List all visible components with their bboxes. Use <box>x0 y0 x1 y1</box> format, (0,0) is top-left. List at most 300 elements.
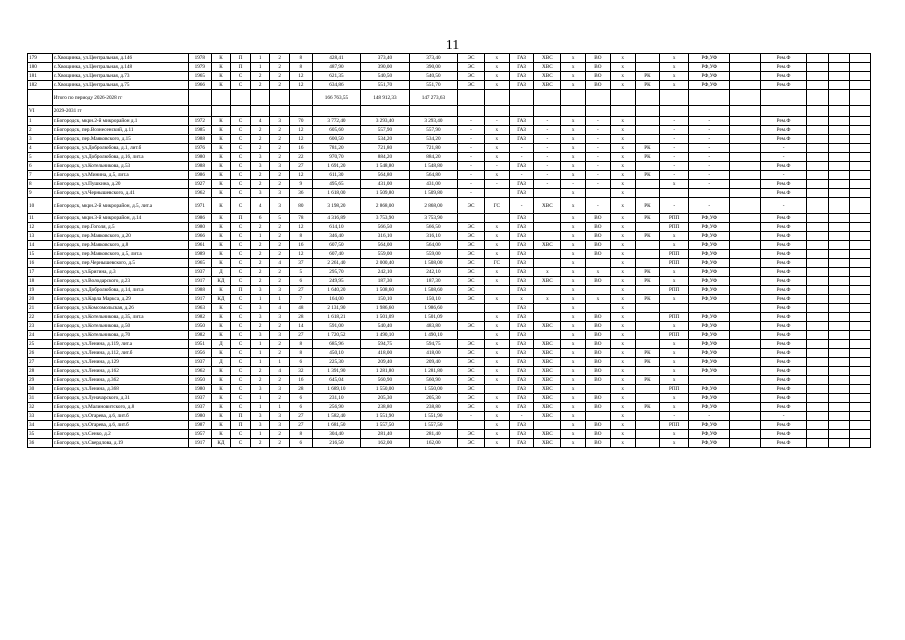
cell-roof: х <box>660 180 689 189</box>
cell-repair: Рем.Ф <box>761 376 806 385</box>
cell-repair: Рем.Ф <box>761 385 806 394</box>
cell-floors: 3 <box>250 313 270 322</box>
cell-emergency <box>635 223 660 232</box>
cell-gas: ГАЗ <box>509 232 534 241</box>
cell-cws: х <box>561 304 586 313</box>
cell-category: С <box>231 259 251 268</box>
cell-empty <box>829 241 850 250</box>
cell-gas: ГАЗ <box>509 403 534 412</box>
cell-area_tech: 2 868,00 <box>409 198 457 214</box>
cell-area_living: 1 501,09 <box>361 313 409 322</box>
cell-repair: Рем.Ф <box>761 223 806 232</box>
table-row <box>28 358 871 367</box>
cell-repair: Рем.Ф <box>761 135 806 144</box>
cell-category: С <box>231 72 251 81</box>
cell-lift: - <box>689 412 730 421</box>
table-row <box>28 63 871 72</box>
cell-empty <box>806 331 829 340</box>
cell-category: П <box>231 214 251 223</box>
cell-hotwater: - <box>484 117 509 126</box>
cell-area_tech: 721,80 <box>409 144 457 153</box>
cell-address: Итого по периоду 2026-2028 гг <box>52 90 188 106</box>
cell-no: 1 <box>28 117 53 126</box>
cell-supply: х <box>610 367 635 376</box>
cell-empty <box>829 250 850 259</box>
cell-roof: х <box>660 268 689 277</box>
cell-supply: х <box>610 439 635 448</box>
cell-sections: 1 <box>270 295 290 304</box>
cell-area_tech: 540,50 <box>409 72 457 81</box>
cell-area_total: 295,70 <box>312 268 360 277</box>
cell-area_total: 231,10 <box>312 394 360 403</box>
cell-hws <box>534 232 561 241</box>
cell-area_total: 1 691,20 <box>312 162 360 171</box>
cell-floors: 1 <box>250 403 270 412</box>
cell-area_total: 1 582,40 <box>312 412 360 421</box>
cell-material: К <box>211 144 231 153</box>
cell-roof: х <box>660 63 689 72</box>
cell-repair: Рем.Ф <box>761 268 806 277</box>
cell-year: 1937 <box>188 268 211 277</box>
cell-sections: 2 <box>270 63 290 72</box>
cell-category: С <box>231 223 251 232</box>
cell-apartments: 7 <box>290 295 313 304</box>
cell-roof: х <box>660 277 689 286</box>
cell-repair: Рем.Ф <box>761 126 806 135</box>
cell-address: г.Богородск, ул.Ленина, д.362 <box>52 376 188 385</box>
cell-hotwater: х <box>484 412 509 421</box>
cell-lift: РФ,УФ <box>689 72 730 81</box>
cell-heating: - <box>458 180 485 189</box>
cell-area_tech: 1 550,00 <box>409 385 457 394</box>
table-row <box>28 250 871 259</box>
cell-category: С <box>231 135 251 144</box>
cell-cws: х <box>561 198 586 214</box>
cell-hotwater: ГС <box>484 259 509 268</box>
cell-no: 29 <box>28 376 53 385</box>
cell-supply: х <box>610 144 635 153</box>
cell-empty <box>850 198 871 214</box>
cell-repair: Рем.Ф <box>761 304 806 313</box>
cell-material: К <box>211 153 231 162</box>
cell-cws: х <box>561 81 586 90</box>
cell-no: 19 <box>28 286 53 295</box>
cell-hws: ХВС <box>534 63 561 72</box>
cell-lift: РФ,УФ <box>689 295 730 304</box>
cell-gas: - <box>509 412 534 421</box>
cell-repair: Рем.Ф <box>761 349 806 358</box>
cell-area_living: 534,20 <box>361 135 409 144</box>
cell-apartments: 27 <box>290 421 313 430</box>
cell-area_total: 304,40 <box>312 430 360 439</box>
cell-area_living: 187,30 <box>361 277 409 286</box>
cell-floors: 2 <box>250 223 270 232</box>
cell-cws: х <box>561 171 586 180</box>
cell-area_total: 1 681,50 <box>312 421 360 430</box>
cell-no: 30 <box>28 385 53 394</box>
cell-hws <box>534 286 561 295</box>
cell-gas: х <box>509 295 534 304</box>
cell-supply <box>610 106 635 117</box>
table-row <box>28 223 871 232</box>
cell-heating: ЭС <box>458 241 485 250</box>
cell-repair <box>761 106 806 117</box>
cell-supply: х <box>610 358 635 367</box>
cell-area_living: 205,30 <box>361 394 409 403</box>
cell-empty <box>829 223 850 232</box>
cell-area_total: 634,86 <box>312 81 360 90</box>
cell-cws: х <box>561 295 586 304</box>
cell-hws <box>534 90 561 106</box>
cell-heating: ЭС <box>458 250 485 259</box>
cell-area_total: 970,70 <box>312 153 360 162</box>
cell-hotwater: х <box>484 331 509 340</box>
cell-material: Д <box>211 340 231 349</box>
cell-sewer: - <box>586 117 611 126</box>
cell-empty <box>850 153 871 162</box>
cell-cws: х <box>561 126 586 135</box>
cell-hotwater: х <box>484 349 509 358</box>
cell-empty <box>829 295 850 304</box>
cell-area_total: 607,40 <box>312 250 360 259</box>
cell-emergency <box>635 90 660 106</box>
cell-empty <box>829 63 850 72</box>
cell-hotwater: х <box>484 394 509 403</box>
cell-emergency: РК <box>635 349 660 358</box>
cell-gas: ГАЗ <box>509 63 534 72</box>
cell-lift: РФ,УФ <box>689 439 730 448</box>
cell-sewer: ВО <box>586 241 611 250</box>
cell-heating: ЭС <box>458 295 485 304</box>
cell-heating: ЭС <box>458 223 485 232</box>
cell-cws <box>561 90 586 106</box>
cell-sections: 2 <box>270 171 290 180</box>
cell-sewer: ВО <box>586 223 611 232</box>
table-row <box>28 322 871 331</box>
cell-repair: Рем.Ф <box>761 394 806 403</box>
cell-hws <box>534 250 561 259</box>
cell-roof: - <box>660 198 689 214</box>
cell-material: К <box>211 162 231 171</box>
cell-category: С <box>231 295 251 304</box>
cell-emergency: РК <box>635 72 660 81</box>
cell-supply: х <box>610 430 635 439</box>
cell-empty <box>829 126 850 135</box>
cell-supply: х <box>610 117 635 126</box>
cell-lift: - <box>689 153 730 162</box>
cell-empty <box>829 358 850 367</box>
cell-no <box>28 90 53 106</box>
cell-empty <box>850 135 871 144</box>
cell-roof: РПП <box>660 286 689 295</box>
cell-category <box>231 90 251 106</box>
cell-lift: РФ,УФ <box>689 349 730 358</box>
cell-gas: ГАЗ <box>509 241 534 250</box>
cell-cws: х <box>561 286 586 295</box>
cell-area_living: 209,40 <box>361 358 409 367</box>
cell-hotwater <box>484 189 509 198</box>
cell-area_tech: 162,00 <box>409 439 457 448</box>
table-row <box>28 403 871 412</box>
cell-sections: 2 <box>270 376 290 385</box>
cell-material: К <box>211 223 231 232</box>
cell-category: С <box>231 376 251 385</box>
cell-lift: - <box>689 135 730 144</box>
cell-lift: - <box>689 117 730 126</box>
cell-area_tech: 187,30 <box>409 277 457 286</box>
cell-facade <box>730 295 761 304</box>
cell-supply <box>610 90 635 106</box>
cell-cws: х <box>561 117 586 126</box>
cell-emergency <box>635 304 660 313</box>
cell-no: 23 <box>28 322 53 331</box>
cell-empty <box>829 349 850 358</box>
cell-emergency <box>635 189 660 198</box>
cell-cws: х <box>561 439 586 448</box>
cell-hotwater: х <box>484 403 509 412</box>
cell-empty <box>829 214 850 223</box>
cell-year: 1980 <box>188 412 211 421</box>
cell-area_living: 316,10 <box>361 232 409 241</box>
cell-no: 6 <box>28 162 53 171</box>
cell-empty <box>829 430 850 439</box>
cell-sewer: х <box>586 268 611 277</box>
cell-category: С <box>231 198 251 214</box>
cell-empty <box>829 340 850 349</box>
cell-apartments: 27 <box>290 286 313 295</box>
cell-roof: х <box>660 430 689 439</box>
cell-area_total: 600,50 <box>312 135 360 144</box>
cell-empty <box>850 223 871 232</box>
cell-area_tech: 418,00 <box>409 349 457 358</box>
cell-sections: 3 <box>270 198 290 214</box>
cell-roof: РПП <box>660 250 689 259</box>
housing-register-table <box>27 53 871 448</box>
cell-supply: х <box>610 198 635 214</box>
cell-gas: ГАЗ <box>509 430 534 439</box>
cell-emergency: РК <box>635 403 660 412</box>
cell-cws: х <box>561 189 586 198</box>
cell-material: КД <box>211 439 231 448</box>
cell-empty <box>850 277 871 286</box>
cell-no: 25 <box>28 340 53 349</box>
table-row <box>28 214 871 223</box>
cell-floors: 1 <box>250 232 270 241</box>
cell-hws: ХВС <box>534 322 561 331</box>
cell-no: 24 <box>28 331 53 340</box>
cell-empty <box>850 439 871 448</box>
cell-area_tech: 209,40 <box>409 358 457 367</box>
cell-heating <box>458 90 485 106</box>
cell-empty <box>850 367 871 376</box>
cell-roof: х <box>660 358 689 367</box>
cell-hotwater: х <box>484 367 509 376</box>
cell-sewer: ВО <box>586 403 611 412</box>
cell-heating: ЭС <box>458 277 485 286</box>
cell-facade <box>730 331 761 340</box>
cell-roof: - <box>660 153 689 162</box>
cell-year: 1966 <box>188 232 211 241</box>
table-row <box>28 421 871 430</box>
cell-supply: х <box>610 223 635 232</box>
cell-area_total: 1 720,52 <box>312 331 360 340</box>
cell-hws: ХВС <box>534 349 561 358</box>
cell-empty <box>850 268 871 277</box>
cell-area_tech: 551,70 <box>409 81 457 90</box>
cell-heating: - <box>458 162 485 171</box>
cell-floors: 1 <box>250 295 270 304</box>
cell-address: г.Богородск, пер.Маяковского, д.5, лит.а <box>52 250 188 259</box>
cell-year: 1978 <box>188 54 211 63</box>
cell-area_tech: 242,10 <box>409 268 457 277</box>
cell-lift: РФ,УФ <box>689 367 730 376</box>
table-row <box>28 198 871 214</box>
cell-cws: х <box>561 54 586 63</box>
cell-roof: - <box>660 144 689 153</box>
cell-facade <box>730 304 761 313</box>
cell-year: 1957 <box>188 430 211 439</box>
cell-empty <box>806 349 829 358</box>
cell-material: К <box>211 421 231 430</box>
cell-hotwater <box>484 90 509 106</box>
cell-address: г.Богородск, ул.Ленина, д.129 <box>52 358 188 367</box>
cell-emergency <box>635 322 660 331</box>
cell-empty <box>850 63 871 72</box>
cell-sections: 2 <box>270 232 290 241</box>
cell-hotwater: х <box>484 358 509 367</box>
cell-heating: - <box>458 412 485 421</box>
cell-facade <box>730 126 761 135</box>
cell-empty <box>850 250 871 259</box>
cell-sections: 2 <box>270 394 290 403</box>
cell-area_living: 540,40 <box>361 322 409 331</box>
cell-apartments: 6 <box>290 394 313 403</box>
cell-gas: ГАЗ <box>509 367 534 376</box>
cell-hotwater: х <box>484 340 509 349</box>
cell-empty <box>806 126 829 135</box>
cell-no: 10 <box>28 198 53 214</box>
cell-empty <box>829 259 850 268</box>
cell-facade <box>730 286 761 295</box>
cell-material: КД <box>211 295 231 304</box>
cell-address: с.Хвощинка, ул.Центральная, д.146 <box>52 54 188 63</box>
cell-roof <box>660 90 689 106</box>
cell-emergency <box>635 421 660 430</box>
cell-facade <box>730 421 761 430</box>
cell-lift: РФ,УФ <box>689 430 730 439</box>
cell-address: с.Хвощинка, ул.Центральная, д.148 <box>52 63 188 72</box>
cell-gas: ГАЗ <box>509 214 534 223</box>
cell-no: 17 <box>28 268 53 277</box>
cell-empty <box>850 385 871 394</box>
cell-hws: - <box>534 162 561 171</box>
cell-supply: х <box>610 394 635 403</box>
cell-roof <box>660 189 689 198</box>
cell-area_living: 1 986,60 <box>361 304 409 313</box>
cell-facade <box>730 189 761 198</box>
cell-category: С <box>231 331 251 340</box>
cell-no: 27 <box>28 358 53 367</box>
cell-supply: х <box>610 162 635 171</box>
cell-area_total: 256,90 <box>312 403 360 412</box>
cell-heating <box>458 331 485 340</box>
cell-cws: х <box>561 385 586 394</box>
cell-lift: РФ,УФ <box>689 385 730 394</box>
cell-supply: х <box>610 259 635 268</box>
cell-area_total: 225,30 <box>312 358 360 367</box>
cell-supply: х <box>610 286 635 295</box>
cell-heating: ЭС <box>458 394 485 403</box>
cell-sewer: ВО <box>586 63 611 72</box>
cell-category: С <box>231 162 251 171</box>
cell-hws: ХВС <box>534 198 561 214</box>
cell-facade <box>730 90 761 106</box>
cell-facade <box>730 403 761 412</box>
cell-empty <box>829 162 850 171</box>
cell-year: 1987 <box>188 421 211 430</box>
cell-hotwater: х <box>484 135 509 144</box>
cell-area_living: 1 557,50 <box>361 421 409 430</box>
cell-repair: Рем.Ф <box>761 367 806 376</box>
cell-sections: 2 <box>270 430 290 439</box>
cell-apartments: 8 <box>290 430 313 439</box>
cell-hws: ХВС <box>534 430 561 439</box>
cell-area_living: 238,80 <box>361 403 409 412</box>
cell-roof: х <box>660 72 689 81</box>
cell-supply: х <box>610 54 635 63</box>
cell-sections: 2 <box>270 54 290 63</box>
cell-area_living: 540,50 <box>361 72 409 81</box>
cell-heating: - <box>458 117 485 126</box>
cell-year: 1965 <box>188 259 211 268</box>
cell-lift <box>689 304 730 313</box>
cell-no: 22 <box>28 313 53 322</box>
cell-gas: ГАЗ <box>509 385 534 394</box>
cell-area_tech: 205,30 <box>409 394 457 403</box>
cell-cws: х <box>561 340 586 349</box>
cell-emergency <box>635 180 660 189</box>
cell-facade <box>730 268 761 277</box>
cell-empty <box>829 322 850 331</box>
cell-empty <box>806 412 829 421</box>
cell-material: К <box>211 171 231 180</box>
cell-heating <box>458 106 485 117</box>
cell-empty <box>829 439 850 448</box>
cell-heating: ЭС <box>458 385 485 394</box>
cell-sections: 5 <box>270 214 290 223</box>
cell-empty <box>850 421 871 430</box>
table-row <box>28 126 871 135</box>
cell-address: г.Богородск, ул.Малиновитского, д.8 <box>52 403 188 412</box>
cell-empty <box>850 295 871 304</box>
cell-sections: 4 <box>270 304 290 313</box>
cell-roof: х <box>660 439 689 448</box>
cell-lift: РФ,УФ <box>689 340 730 349</box>
cell-empty <box>806 376 829 385</box>
cell-facade <box>730 376 761 385</box>
cell-no: 26 <box>28 349 53 358</box>
cell-hotwater: х <box>484 153 509 162</box>
cell-area_total: 1 689,10 <box>312 385 360 394</box>
cell-gas: ГАЗ <box>509 250 534 259</box>
cell-hotwater: х <box>484 63 509 72</box>
cell-repair: Рем.Ф <box>761 322 806 331</box>
cell-roof: - <box>660 162 689 171</box>
cell-heating: ЭС <box>458 376 485 385</box>
cell-address: г.Богородск, ул.Луначарского, д.31 <box>52 394 188 403</box>
cell-hotwater <box>484 385 509 394</box>
cell-empty <box>829 286 850 295</box>
